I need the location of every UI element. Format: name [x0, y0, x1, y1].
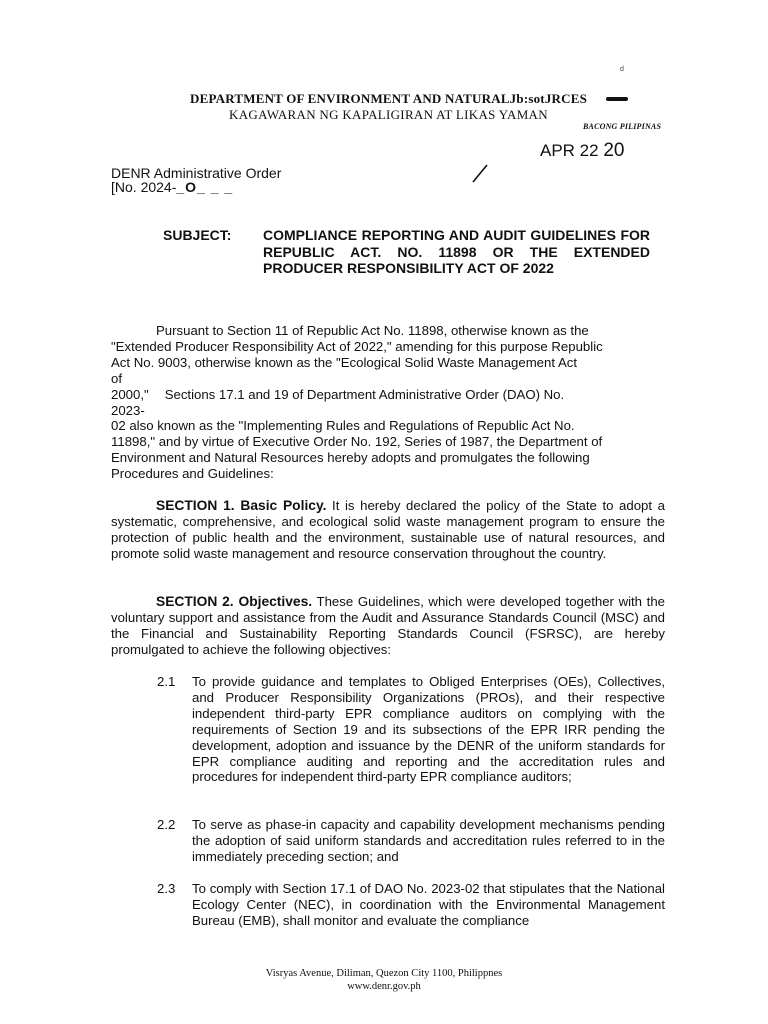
preamble-line: of — [111, 370, 122, 386]
objective-number: 2.3 — [157, 881, 176, 896]
preamble-line: Act No. 9003, otherwise known as the "Ecological Solid Waste Management Act — [111, 354, 577, 370]
objective-text: To provide guidance and templates to Obliged Enterprises (OEs), Collectives, and Producer Responsibility Organizations (PROs), and their respective independent third-party EPR compliance auditors on complying with the requirements of Section 19 and its subsections of the EPR IRR pending the development, adoption and issuance by the DENR of the uniform standards for EPR compliance auditing and reporting and the accreditation rules and procedures for independent third-party EPR compliance auditors; — [192, 674, 665, 785]
objective-text: To serve as phase-in capacity and capability development mechanisms pending the adoption of said uniform standards and accreditation rules referred to in the immediately preceding section; and — [192, 817, 665, 864]
section-1-heading: SECTION 1. Basic Policy. — [156, 498, 327, 513]
date-month-day: APR 22 — [540, 141, 599, 160]
subject-label: SUBJECT: — [163, 227, 232, 243]
section-1 — [111, 498, 665, 562]
preamble-line: Pursuant to Section 11 of Republic Act No. 11898, otherwise known as the — [156, 323, 589, 338]
date-year: 20 — [603, 140, 625, 161]
section-2-heading: SECTION 2. Objectives. — [156, 594, 313, 609]
preamble-line: Environment and Natural Resources hereby adopts and promulgates the following — [111, 450, 590, 466]
preamble-line: 02 also known as the "Implementing Rules and Regulations of Republic Act No. — [111, 418, 575, 434]
preamble-line: 2023- — [111, 402, 145, 418]
footer-website: www.denr.gov.ph — [347, 981, 421, 992]
order-title: DENR Administrative Order — [111, 165, 282, 181]
slash-mark — [468, 162, 490, 186]
preamble-line: "Extended Producer Responsibility Act of 2022," amending for this purpose Republic — [111, 338, 603, 354]
preamble-line: 11898," and by virtue of Executive Order No. 192, Series of 1987, the Department of — [111, 434, 603, 450]
corner-mark: d — [620, 66, 624, 73]
section-1-body: It is hereby declared the policy of the State to adopt a systematic, comprehensive, and ecological solid waste management program to ensure the protection of public health and the environment, sustainable use of natural resources, and promote solid waste management and resource conservation throughout the country. — [111, 498, 665, 561]
ink-mark — [606, 97, 628, 101]
preamble-line: 2000," Sections 17.1 and 19 of Department Administrative Order (DAO) No. — [111, 386, 565, 402]
order-number — [111, 179, 233, 195]
order-number-prefix: [No. 2024- — [111, 179, 177, 195]
section-2 — [111, 594, 665, 658]
footer-address: Visryas Avenue, Diliman, Quezon City 1100, Philippnes — [265, 968, 503, 979]
subject-text: COMPLIANCE REPORTING AND AUDIT GUIDELINES FOR REPUBLIC ACT. NO. 11898 OR THE EXTENDED PRODUCER RESPONSIBILITY ACT OF 2022 — [263, 227, 650, 276]
objective-number: 2.2 — [157, 817, 176, 832]
date-stamp — [540, 140, 624, 162]
objective-number: 2.1 — [157, 674, 176, 689]
department-name-english: DEPARTMENT OF ENVIRONMENT AND NATURALJb:sotJRCES — [190, 91, 588, 106]
order-number-blanks: _O_ _ _ — [176, 179, 234, 195]
preamble-line: Procedures and Guidelines: — [111, 466, 274, 482]
department-name-tagalog: KAGAWARAN NG KAPALIGIRAN AT LIKAS YAMAN — [229, 107, 548, 122]
preamble-paragraph — [111, 323, 665, 482]
bagong-pilipinas-label: BACONG PILIPINAS — [583, 122, 662, 131]
section-2-body: These Guidelines, which were developed together with the voluntary support and assistance from the Audit and Assurance Standards Council (MSC) and the Financial and Sustainability Reporting Standards Council (FSRSC), are hereby promulgated to achieve the following objectives: — [111, 594, 665, 657]
objective-text: To comply with Section 17.1 of DAO No. 2023-02 that stipulates that the National Ecology Center (NEC), in coordination with the Environmental Management Bureau (EMB), shall monitor and evaluate the compliance — [192, 881, 665, 928]
